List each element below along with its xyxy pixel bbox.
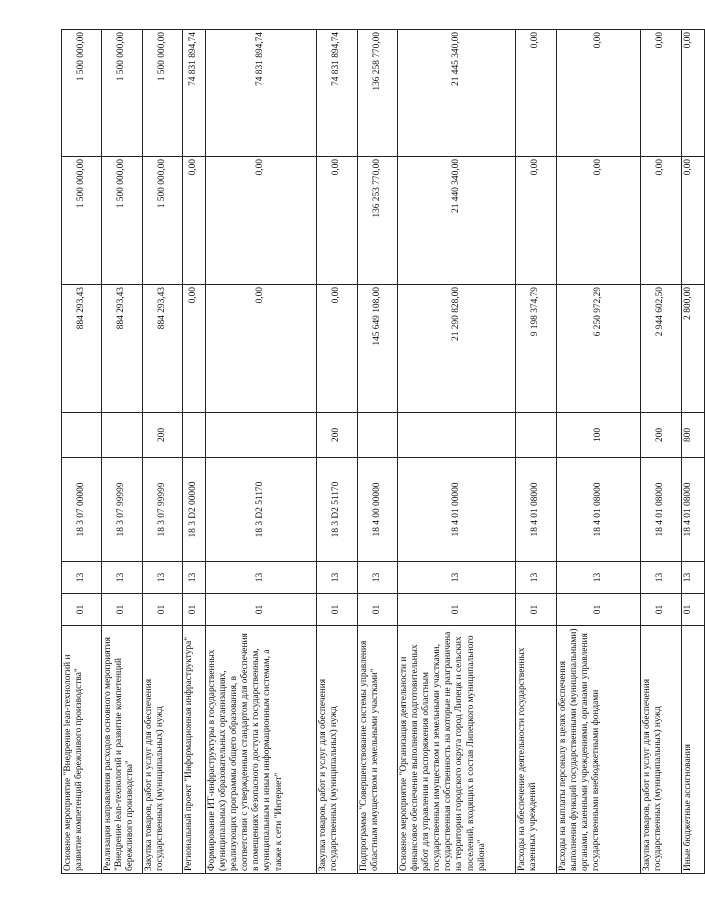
target-article-cell: 18 3 07 00000	[62, 458, 102, 562]
amount-3-cell: 0,00	[682, 30, 705, 157]
subsection-code-cell: 13	[557, 562, 641, 594]
subsection-code-cell: 13	[183, 562, 206, 594]
section-code-cell: 01	[206, 594, 317, 626]
amount-3-cell: 136 258 770,00	[358, 30, 398, 157]
amount-3-cell: 0,00	[516, 30, 557, 157]
amount-2-cell: 1 500 000,00	[102, 157, 143, 285]
section-code-cell: 01	[557, 594, 641, 626]
subsection-code-cell: 13	[682, 562, 705, 594]
name-cell: Реализация направления расходов основного мероприятия "Внедрение lean-технологий и развитие компетенций бережливого производства"	[102, 626, 143, 874]
expense-type-cell: 200	[317, 413, 358, 458]
amount-2-cell: 136 253 770,00	[358, 157, 398, 285]
subsection-code-cell: 13	[317, 562, 358, 594]
name-cell: Закупка товаров, работ и услуг для обеспечения государственных (муниципальных) нужд	[143, 626, 183, 874]
amount-3-cell: 74 831 894,74	[206, 30, 317, 157]
section-code-cell: 01	[102, 594, 143, 626]
table-row	[62, 30, 102, 874]
table-row	[102, 30, 143, 874]
target-article-cell: 18 4 01 08000	[641, 458, 682, 562]
rotated-table-wrapper	[61, 30, 693, 874]
section-code-cell: 01	[317, 594, 358, 626]
amount-2-cell: 0,00	[557, 157, 641, 285]
amount-3-cell: 74 831 894,74	[183, 30, 206, 157]
amount-3-cell: 0,00	[557, 30, 641, 157]
target-article-cell: 18 4 01 08000	[682, 458, 705, 562]
budget-table	[61, 29, 705, 874]
table-row	[143, 30, 183, 874]
amount-1-cell: 0,00	[317, 285, 358, 413]
table-row	[358, 30, 398, 874]
amount-2-cell: 0,00	[183, 157, 206, 285]
amount-1-cell: 9 198 374,79	[516, 285, 557, 413]
expense-type-cell	[183, 413, 206, 458]
expense-type-cell: 200	[143, 413, 183, 458]
name-cell: Расходы на обеспечение деятельности государственных казенных учреждений	[516, 626, 557, 874]
subsection-code-cell: 13	[398, 562, 516, 594]
amount-3-cell: 1 500 000,00	[102, 30, 143, 157]
expense-type-cell	[102, 413, 143, 458]
target-article-cell: 18 4 01 08000	[557, 458, 641, 562]
section-code-cell: 01	[143, 594, 183, 626]
amount-2-cell: 0,00	[641, 157, 682, 285]
table-row	[183, 30, 206, 874]
amount-1-cell: 2 944 602,50	[641, 285, 682, 413]
table-row	[206, 30, 317, 874]
table-row	[317, 30, 358, 874]
budget-table-page	[61, 30, 693, 874]
name-cell: Основное мероприятие "Организация деятельности и финансовое обеспечение выполнения подготовительных работ для управления и распоряжения областным государственным имуществом и земельными участками, государственная собственность на которые не разграничена на территории городского округа город Липецк и сельских поселений, входящих в состав Липецкого муниципального района"	[398, 626, 516, 874]
section-code-cell: 01	[62, 594, 102, 626]
section-code-cell: 01	[641, 594, 682, 626]
amount-1-cell: 6 250 972,29	[557, 285, 641, 413]
name-cell: Расходы на выплаты персоналу в целях обеспечения выполнения функций государственными (муниципальными) органами, казенными учреждениями, органами управления государственными внебюджетными фондами	[557, 626, 641, 874]
amount-1-cell: 0,00	[206, 285, 317, 413]
target-article-cell: 18 4 00 00000	[358, 458, 398, 562]
target-article-cell: 18 4 01 08000	[516, 458, 557, 562]
target-article-cell: 18 3 D2 00000	[183, 458, 206, 562]
amount-1-cell: 884 293,43	[62, 285, 102, 413]
amount-2-cell: 1 500 000,00	[143, 157, 183, 285]
target-article-cell: 18 3 07 99999	[143, 458, 183, 562]
amount-1-cell: 884 293,43	[143, 285, 183, 413]
expense-type-cell	[206, 413, 317, 458]
subsection-code-cell: 13	[641, 562, 682, 594]
target-article-cell: 18 3 D2 51170	[317, 458, 358, 562]
target-article-cell: 18 3 D2 51170	[206, 458, 317, 562]
amount-1-cell: 2 800,00	[682, 285, 705, 413]
amount-3-cell: 74 831 894,74	[317, 30, 358, 157]
expense-type-cell: 200	[641, 413, 682, 458]
expense-type-cell: 100	[557, 413, 641, 458]
expense-type-cell: 800	[682, 413, 705, 458]
amount-1-cell: 884 293,43	[102, 285, 143, 413]
budget-table-body	[62, 30, 705, 874]
table-row	[516, 30, 557, 874]
amount-1-cell: 145 649 108,00	[358, 285, 398, 413]
amount-2-cell: 0,00	[206, 157, 317, 285]
table-row	[398, 30, 516, 874]
amount-3-cell: 21 445 340,00	[398, 30, 516, 157]
table-row	[682, 30, 705, 874]
subsection-code-cell: 13	[358, 562, 398, 594]
expense-type-cell	[398, 413, 516, 458]
amount-2-cell: 1 500 000,00	[62, 157, 102, 285]
name-cell: Иные бюджетные ассигнования	[682, 626, 705, 874]
amount-2-cell: 0,00	[682, 157, 705, 285]
expense-type-cell	[62, 413, 102, 458]
amount-3-cell: 0,00	[641, 30, 682, 157]
section-code-cell: 01	[358, 594, 398, 626]
subsection-code-cell: 13	[143, 562, 183, 594]
amount-1-cell: 0,00	[183, 285, 206, 413]
subsection-code-cell: 13	[62, 562, 102, 594]
expense-type-cell	[516, 413, 557, 458]
expense-type-cell	[358, 413, 398, 458]
subsection-code-cell: 13	[206, 562, 317, 594]
table-row	[641, 30, 682, 874]
target-article-cell: 18 3 07 99999	[102, 458, 143, 562]
table-row	[557, 30, 641, 874]
section-code-cell: 01	[682, 594, 705, 626]
name-cell: Подпрограмма "Совершенствование системы управления областным имуществом и земельными участками"	[358, 626, 398, 874]
section-code-cell: 01	[183, 594, 206, 626]
amount-3-cell: 1 500 000,00	[143, 30, 183, 157]
amount-3-cell: 1 500 000,00	[62, 30, 102, 157]
name-cell: Закупка товаров, работ и услуг для обеспечения государственных (муниципальных) нужд	[317, 626, 358, 874]
name-cell: Формирование ИТ-инфраструктуры в государственных (муниципальных) образовательных организациях, реализующих программы общего образования, в соответствии с утвержденным стандартом для обеспечения в помещениях безопасного доступа к государственным, муниципальным и иным информационным системам, а также к сети "Интернет"	[206, 626, 317, 874]
subsection-code-cell: 13	[102, 562, 143, 594]
amount-1-cell: 21 290 828,00	[398, 285, 516, 413]
target-article-cell: 18 4 01 00000	[398, 458, 516, 562]
amount-2-cell: 0,00	[516, 157, 557, 285]
section-code-cell: 01	[398, 594, 516, 626]
name-cell: Основное мероприятие "Внедрение lean-технологий и развитие компетенций бережливого производства"	[62, 626, 102, 874]
name-cell: Региональный проект "Информационная инфраструктура"	[183, 626, 206, 874]
section-code-cell: 01	[516, 594, 557, 626]
amount-2-cell: 0,00	[317, 157, 358, 285]
subsection-code-cell: 13	[516, 562, 557, 594]
amount-2-cell: 21 440 340,00	[398, 157, 516, 285]
name-cell: Закупка товаров, работ и услуг для обеспечения государственных (муниципальных) нужд	[641, 626, 682, 874]
